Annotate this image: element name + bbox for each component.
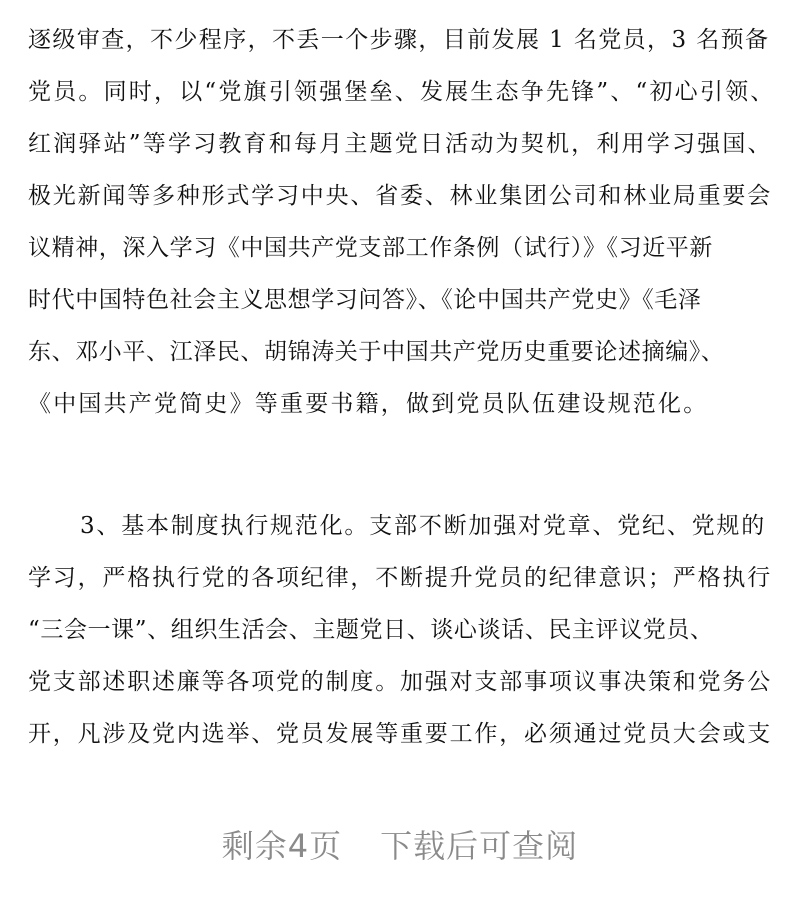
download-to-view-text: 下载后可查阅 (380, 827, 579, 865)
text-line: 极光新闻等多种形式学习中央、省委、林业集团公司和林业局重要会 (28, 183, 772, 209)
text-line: 3、基本制度执行规范化。支部不断加强对党章、党纪、党规的 (80, 513, 767, 539)
text-line: 议精神，深入学习《中国共产党支部工作条例（试行）》《习近平新 (28, 235, 713, 261)
text-line: “三会一课”、组织生活会、主题党日、谈心谈话、民主评议党员、 (28, 617, 714, 643)
text-line: 学习，严格执行党的各项纪律，不断提升党员的纪律意识；严格执行 (28, 565, 772, 591)
text-line: 东、邓小平、江泽民、胡锦涛关于中国共产党历史重要论述摘编》、 (28, 339, 725, 365)
paragraph-basic-system-execution (28, 500, 776, 760)
text-line: 党员。同时，以“党旗引领强堡垒、发展生态争先锋”、“初心引领、 (28, 79, 776, 105)
download-prompt-banner[interactable] (0, 816, 800, 876)
text-line: 红润驿站”等学习教育和每月主题党日活动为契机，利用学习强国、 (28, 131, 773, 157)
text-line: 《中国共产党简史》等重要书籍，做到党员队伍建设规范化。 (28, 391, 709, 417)
text-line: 开，凡涉及党内选举、党员发展等重要工作，必须通过党员大会或支 (28, 721, 772, 747)
text-line: 逐级审查，不少程序，不丢一个步骤，目前发展 1 名党员，3 名预备 (28, 27, 770, 53)
text-line: 党支部述职述廉等各项党的制度。加强对支部事项议事决策和党务公 (28, 669, 772, 695)
text-line: 时代中国特色社会主义思想学习问答》、《论中国共产党史》《毛泽 (28, 287, 702, 313)
paragraph-party-member-development (28, 14, 776, 430)
remaining-pages-text: 剩余4页 (221, 827, 343, 865)
